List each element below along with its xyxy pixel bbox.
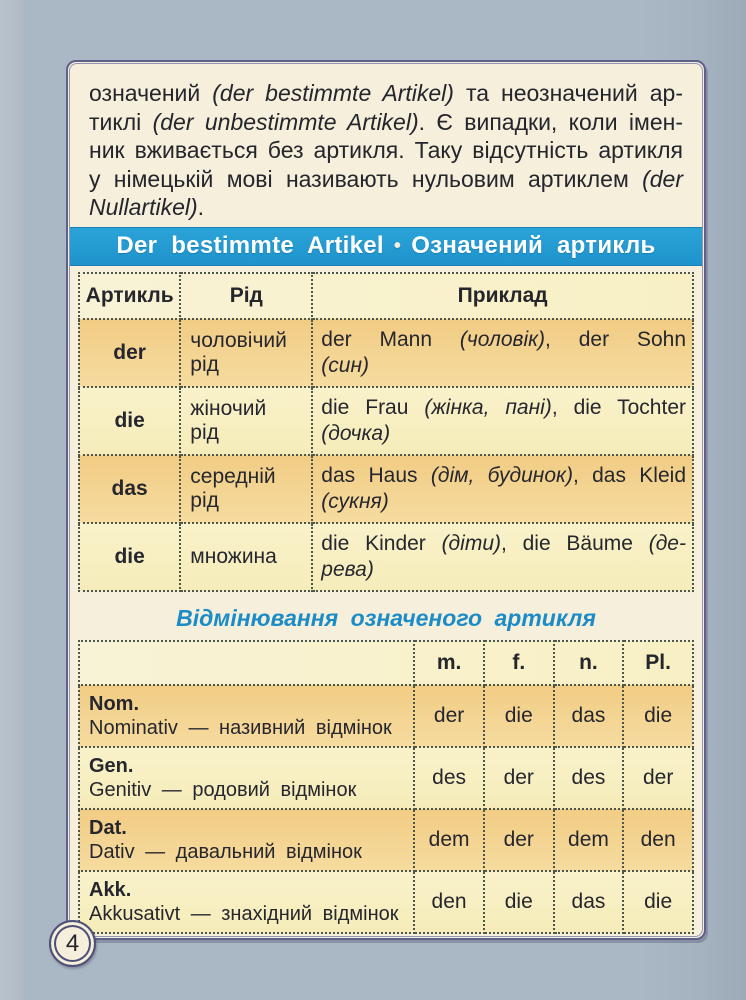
intro-line: у німецькій мові називають нульовим артиклем (der — [89, 165, 683, 192]
case-full-name: Dativ — давальний відмінок — [89, 840, 362, 863]
page-number-badge — [49, 920, 96, 967]
example-line: (син) — [321, 353, 370, 377]
column-header-feminine: f. — [484, 641, 554, 685]
table-row — [79, 685, 693, 747]
form-cell: des — [554, 747, 624, 809]
gender-cell: середній рід — [180, 455, 312, 523]
article-table — [78, 272, 694, 592]
declension-table — [78, 640, 694, 934]
intro-line: тиклі (der unbestimmte Artikel). Є випадки, коли імен- — [89, 108, 684, 135]
form-cell: die — [484, 871, 554, 933]
example-cell — [312, 455, 693, 523]
table-row — [79, 809, 693, 871]
article-cell: die — [79, 523, 180, 591]
form-cell: des — [414, 747, 484, 809]
form-cell: den — [623, 809, 693, 871]
book-page — [66, 60, 706, 940]
intro-line: Nullartikel). — [89, 194, 205, 220]
case-abbreviation: Nom. — [89, 692, 139, 715]
article-cell: die — [79, 387, 180, 455]
column-header-neuter: n. — [554, 641, 624, 685]
example-line: (дочка) — [321, 421, 391, 445]
case-label-cell — [79, 809, 414, 871]
example-line: das Haus (дім, будинок), das Kleid — [321, 463, 686, 487]
column-header-example: Приклад — [312, 273, 693, 319]
table-row — [79, 387, 693, 455]
form-cell: dem — [554, 809, 624, 871]
page-number: 4 — [65, 929, 80, 957]
table-row — [79, 871, 693, 933]
gender-cell: жіночий рід — [180, 387, 312, 455]
case-abbreviation: Akk. — [89, 878, 132, 901]
case-label-cell — [79, 871, 414, 933]
example-line: (сукня) — [321, 489, 389, 513]
column-header-article: Артикль — [79, 273, 180, 319]
case-full-name: Genitiv — родовий відмінок — [89, 778, 357, 801]
example-line: рева) — [321, 557, 374, 581]
case-label-cell — [79, 747, 414, 809]
case-abbreviation: Dat. — [89, 816, 127, 839]
column-header-plural: Pl. — [623, 641, 693, 685]
example-line: die Frau (жінка, пані), die Tochter — [321, 395, 686, 419]
example-line: der Mann (чоловік), der Sohn — [321, 327, 686, 351]
column-header-gender: Рід — [180, 273, 312, 319]
table-row — [79, 747, 693, 809]
case-full-name: Nominativ — називний відмінок — [89, 716, 392, 739]
form-cell: der — [623, 747, 693, 809]
form-cell: das — [554, 871, 624, 933]
form-cell: die — [623, 871, 693, 933]
form-cell: den — [414, 871, 484, 933]
table-row — [79, 319, 693, 387]
gender-cell: чоловічий рід — [180, 319, 312, 387]
article-table-header-row — [79, 273, 693, 319]
case-label-cell — [79, 685, 414, 747]
example-line: die Kinder (діти), die Bäume (де- — [321, 531, 686, 555]
declension-title: Відмінювання означеного артикля — [176, 604, 596, 631]
article-cell: das — [79, 455, 180, 523]
corner-cell — [79, 641, 414, 685]
form-cell: der — [484, 747, 554, 809]
case-full-name: Akkusativt — знахідний відмінок — [89, 902, 399, 925]
example-cell — [312, 387, 693, 455]
intro-line: ник вживається без артикля. Таку відсутність артикля — [89, 137, 683, 163]
form-cell: dem — [414, 809, 484, 871]
table-row — [79, 523, 693, 591]
section-header-german: Der bestimmte Artikel — [116, 232, 384, 259]
form-cell: die — [623, 685, 693, 747]
form-cell: der — [484, 809, 554, 871]
table-row — [79, 455, 693, 523]
intro-paragraph — [70, 64, 702, 222]
intro-line: означений (der bestimmte Artikel) та неозначений ар- — [89, 80, 683, 106]
page-frame — [69, 63, 703, 937]
form-cell: die — [484, 685, 554, 747]
section-header-bar — [70, 227, 702, 266]
gender-cell: множина — [180, 523, 312, 591]
bullet-separator: • — [393, 234, 402, 257]
form-cell: das — [554, 685, 624, 747]
declension-header-row — [79, 641, 693, 685]
example-cell — [312, 523, 693, 591]
case-abbreviation: Gen. — [89, 754, 134, 777]
section-header-ukrainian: Означений артикль — [411, 232, 656, 259]
form-cell: der — [414, 685, 484, 747]
column-header-masculine: m. — [414, 641, 484, 685]
article-cell: der — [79, 319, 180, 387]
example-cell — [312, 319, 693, 387]
